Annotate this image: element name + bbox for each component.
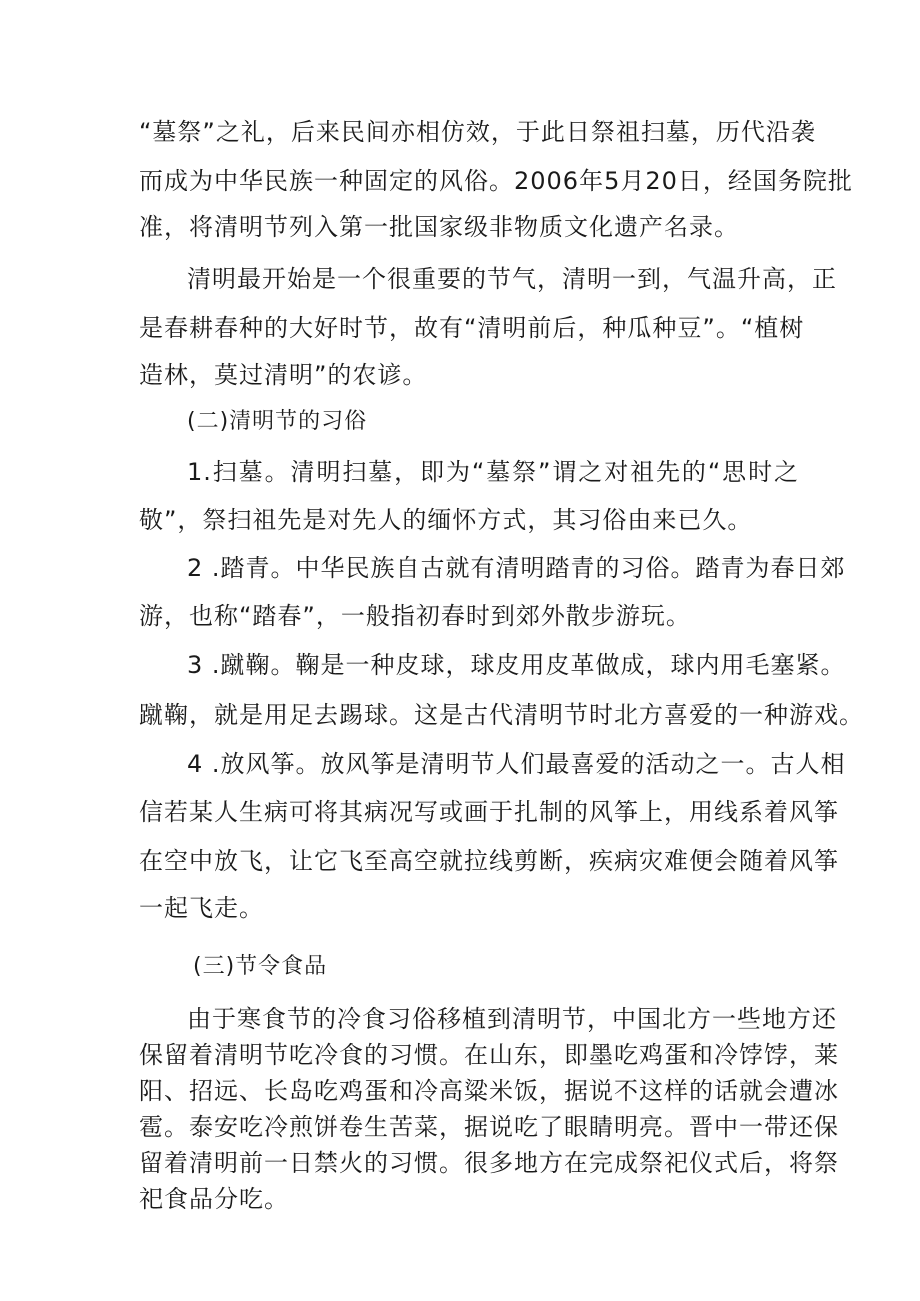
paragraph-line: 而成为中华民族一种固定的风俗。2006年5月20日，经国务院批	[139, 167, 853, 195]
paragraph-line: 3 .蹴鞠。鞠是一种皮球，球皮用皮革做成，球内用毛塞紧。	[187, 651, 846, 679]
paragraph-line: 清明最开始是一个很重要的节气，清明一到，气温升高，正	[187, 265, 837, 293]
paragraph-line: 一起飞走。	[139, 894, 264, 922]
paragraph-line: 1.扫墓。清明扫墓，即为“墓祭”谓之对祖先的“思时之	[187, 458, 799, 486]
paragraph-line: 祀食品分吃。	[139, 1185, 289, 1213]
paragraph-line: 4 .放风筝。放风筝是清明节人们最喜爱的活动之一。古人相	[187, 750, 846, 778]
paragraph-line: 在空中放飞，让它飞至高空就拉线剪断，疾病灾难便会随着风筝	[139, 847, 839, 875]
paragraph-line: 保留着清明节吃冷食的习惯。在山东，即墨吃鸡蛋和冷饽饽，莱	[139, 1041, 839, 1069]
section-heading-food: (三)节令食品	[193, 954, 328, 979]
paragraph-line: 游，也称“踏春”，一般指初春时到郊外散步游玩。	[139, 602, 691, 630]
paragraph-line: 信若某人生病可将其病况写或画于扎制的风筝上，用线系着风筝	[139, 798, 839, 826]
paragraph-line: 雹。泰安吃冷煎饼卷生苦菜，据说吃了眼睛明亮。晋中一带还保	[139, 1113, 839, 1141]
paragraph-line: 由于寒食节的冷食习俗移植到清明节，中国北方一些地方还	[187, 1005, 837, 1033]
section-heading-customs: (二)清明节的习俗	[187, 409, 368, 434]
paragraph-line: 留着清明前一日禁火的习惯。很多地方在完成祭祀仪式后，将祭	[139, 1149, 839, 1177]
paragraph-line: 造林，莫过清明”的农谚。	[139, 361, 428, 389]
paragraph-line: 准，将清明节列入第一批国家级非物质文化遗产名录。	[139, 213, 739, 241]
paragraph-line: 2 .踏青。中华民族自古就有清明踏青的习俗。踏青为春日郊	[187, 554, 846, 582]
paragraph-line: 阳、招远、长岛吃鸡蛋和冷高粱米饭，据说不这样的话就会遭冰	[139, 1077, 839, 1105]
paragraph-line: 蹴鞠，就是用足去踢球。这是古代清明节时北方喜爱的一种游戏。	[139, 701, 864, 729]
paragraph-line: 是春耕春种的大好时节，故有“清明前后，种瓜种豆”。“植树	[139, 314, 805, 342]
paragraph-line: “墓祭”之礼，后来民间亦相仿效，于此日祭祖扫墓，历代沿袭	[139, 118, 816, 146]
paragraph-line: 敬”，祭扫祖先是对先人的缅怀方式，其习俗由来已久。	[139, 506, 753, 534]
